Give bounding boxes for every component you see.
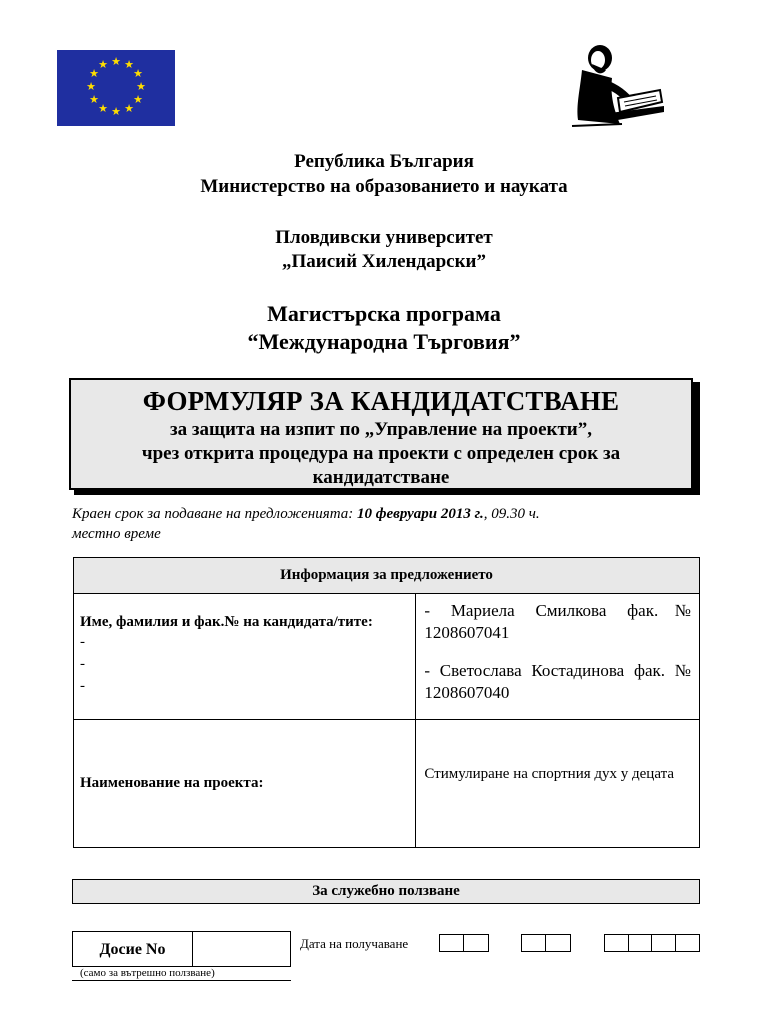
university-patron: „Паисий Хилендарски”: [281, 251, 487, 272]
dossier-label: Досие No: [72, 931, 192, 967]
form-subtitle-line1: за защита на изпит по „Управление на проекти”,: [170, 419, 592, 440]
project-title-label: Наименование на проекта:: [80, 775, 264, 791]
svg-text:★: ★: [111, 55, 121, 68]
proposal-info-table: [73, 557, 700, 848]
received-month-field[interactable]: [521, 934, 571, 952]
program-label: Магистърска програма: [267, 301, 501, 326]
table-header: Информация за предложението: [74, 558, 700, 594]
country-name: Република България: [294, 151, 474, 172]
applicants-label-cell: [74, 594, 416, 720]
applicant-dash: -: [80, 678, 85, 694]
dossier-underline: [72, 980, 291, 981]
svg-text:★: ★: [86, 80, 96, 93]
received-day-field[interactable]: [439, 934, 489, 952]
eu-flag-icon: [57, 50, 175, 126]
applicants-label: Име, фамилия и фак.№ на кандидата/тите:: [80, 614, 373, 630]
ministry-name: Министерство на образованието и науката: [200, 176, 568, 197]
program-name: “Международна Търговия”: [247, 329, 521, 354]
svg-text:★: ★: [133, 67, 143, 80]
submission-deadline: [72, 504, 672, 544]
dossier-note: (само за вътрешно ползване): [80, 967, 215, 979]
deadline-date: 10 февруари 2013 г.: [357, 506, 484, 522]
received-year-field[interactable]: [604, 934, 700, 952]
applicant-1: - Мариела Смилкова фак.№ 1208607041: [424, 601, 691, 642]
svg-text:★: ★: [111, 105, 121, 118]
applicant-2: - Светослава Костадинова фак. № 1208607040: [424, 661, 691, 702]
form-title: ФОРМУЛЯР ЗА КАНДИДАТСТВАНЕ: [142, 386, 620, 416]
applicants-value-cell[interactable]: [416, 594, 700, 720]
form-subtitle-line3: кандидатстване: [312, 467, 450, 488]
project-title-value-cell[interactable]: [416, 720, 700, 848]
svg-text:★: ★: [136, 80, 146, 93]
svg-text:★: ★: [124, 58, 134, 71]
svg-text:★: ★: [89, 67, 99, 80]
svg-text:★: ★: [89, 93, 99, 106]
form-subtitle-line2: чрез открита процедура на проекти с определен срок за: [141, 443, 621, 464]
deadline-prefix: Краен срок за подаване на предложенията:: [72, 506, 357, 522]
dossier-number-field[interactable]: [192, 931, 291, 967]
paisii-hilendarski-emblem-icon: [562, 40, 666, 132]
official-use-bar: За служебно ползване: [72, 879, 700, 904]
deadline-time: , 09.30 ч.: [483, 506, 540, 522]
applicant-dash: -: [80, 634, 85, 650]
project-title-label-cell: [74, 720, 416, 848]
svg-text:★: ★: [98, 102, 108, 115]
svg-text:★: ★: [124, 102, 134, 115]
svg-text:★: ★: [98, 58, 108, 71]
deadline-timezone: местно време: [72, 526, 161, 542]
applicant-dash: -: [80, 656, 85, 672]
university-name: Пловдивски университет: [275, 227, 493, 248]
svg-text:★: ★: [133, 93, 143, 106]
project-title-value: Стимулиране на спортния дух у децата: [424, 765, 674, 782]
form-title-box: [69, 378, 693, 490]
received-date-label: Дата на получаване: [300, 936, 409, 951]
